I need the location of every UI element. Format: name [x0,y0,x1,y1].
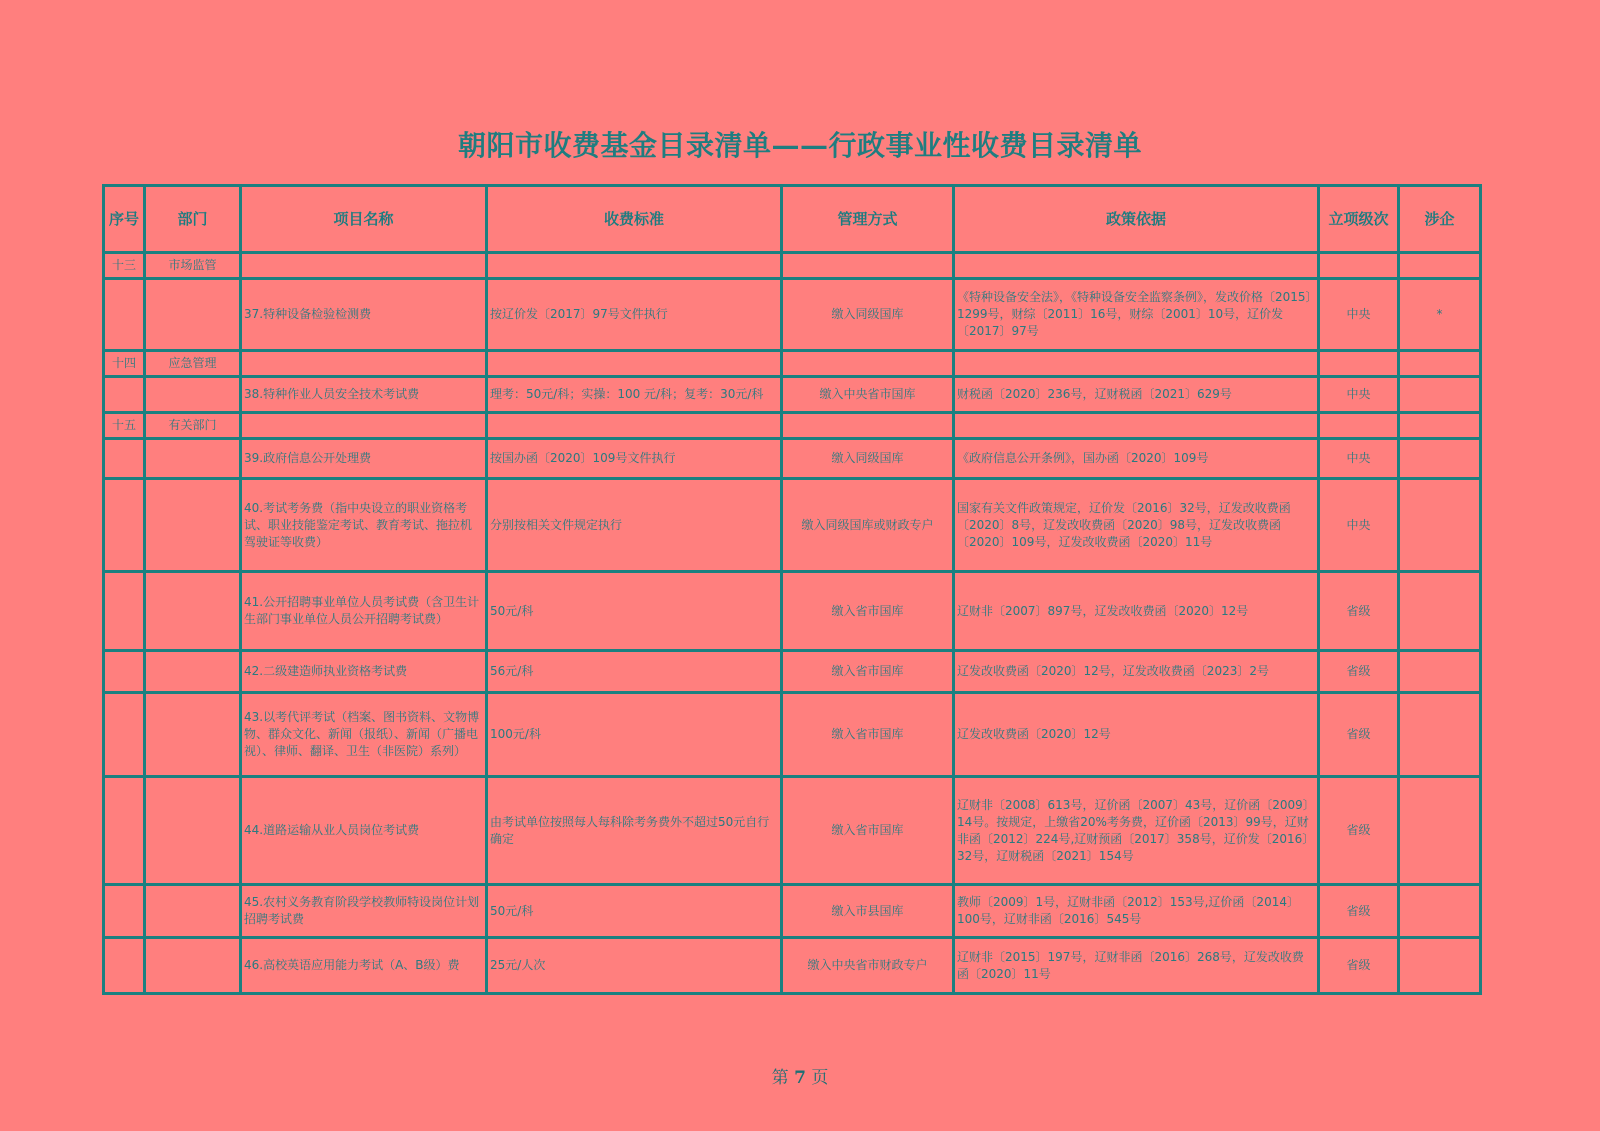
cell-level: 省级 [1319,885,1399,938]
cell-name: 46.高校英语应用能力考试（A、B级）费 [241,938,487,994]
cell-empty [241,351,487,377]
cell-name: 41.公开招聘事业单位人员考试费（含卫生计生部门事业单位人员公开招聘考试费） [241,572,487,651]
cell-standard: 由考试单位按照每人每科除考务费外不超过50元自行确定 [487,777,782,885]
cell-basis: 辽发改收费函〔2020〕12号 [954,693,1319,777]
cell-level: 中央 [1319,479,1399,572]
table-row [104,439,1481,479]
table-row [104,479,1481,572]
cell-seq [104,693,145,777]
cell-enterprise: * [1399,279,1481,351]
cell-basis: 国家有关文件政策规定，辽价发〔2016〕32号，辽发改收费函〔2020〕8号，辽发改收费函〔2020〕98号，辽发改收费函〔2020〕109号，辽发改收费函〔2020〕11号 [954,479,1319,572]
cell-enterprise [1399,572,1481,651]
cell-dept: 有关部门 [145,413,241,439]
cell-empty [954,351,1319,377]
table-row [104,572,1481,651]
cell-name: 45.农村义务教育阶段学校教师特设岗位计划招聘考试费 [241,885,487,938]
header-basis: 政策依据 [954,186,1319,253]
cell-level: 省级 [1319,572,1399,651]
cell-dept [145,439,241,479]
cell-dept [145,377,241,413]
page-number: 7 [794,1068,806,1088]
page-footer [0,1063,1600,1088]
header-management: 管理方式 [782,186,954,253]
header-row [104,186,1481,253]
cell-dept: 市场监管 [145,253,241,279]
cell-seq [104,479,145,572]
cell-empty [1319,413,1399,439]
cell-level: 省级 [1319,693,1399,777]
cell-management: 缴入市县国库 [782,885,954,938]
cell-standard: 按辽价发〔2017〕97号文件执行 [487,279,782,351]
cell-dept [145,777,241,885]
cell-empty [782,413,954,439]
table-row [104,651,1481,693]
cell-dept [145,651,241,693]
cell-seq [104,572,145,651]
cell-seq [104,651,145,693]
group-row [104,351,1481,377]
cell-empty [954,413,1319,439]
cell-basis: 财税函〔2020〕236号，辽财税函〔2021〕629号 [954,377,1319,413]
cell-empty [782,351,954,377]
cell-basis: 辽财非〔2007〕897号，辽发改收费函〔2020〕12号 [954,572,1319,651]
cell-standard: 25元/人次 [487,938,782,994]
cell-management: 缴入省市国库 [782,777,954,885]
cell-seq [104,279,145,351]
table-row [104,279,1481,351]
cell-standard: 按国办函〔2020〕109号文件执行 [487,439,782,479]
cell-empty [1399,413,1481,439]
cell-level: 省级 [1319,651,1399,693]
header-standard: 收费标准 [487,186,782,253]
cell-management: 缴入中央省市国库 [782,377,954,413]
cell-management: 缴入省市国库 [782,693,954,777]
cell-dept [145,938,241,994]
cell-management: 缴入同级国库或财政专户 [782,479,954,572]
cell-name: 39.政府信息公开处理费 [241,439,487,479]
cell-empty [1399,253,1481,279]
cell-enterprise [1399,377,1481,413]
page-suffix: 页 [811,1068,829,1088]
cell-management: 缴入同级国库 [782,439,954,479]
cell-seq [104,377,145,413]
cell-name: 40.考试考务费（指中央设立的职业资格考试、职业技能鉴定考试、教育考试、拖拉机驾驶证等收费） [241,479,487,572]
cell-level: 中央 [1319,279,1399,351]
group-row [104,413,1481,439]
cell-empty [954,253,1319,279]
cell-basis: 辽发改收费函〔2020〕12号，辽发改收费函〔2023〕2号 [954,651,1319,693]
cell-basis: 《政府信息公开条例》，国办函〔2020〕109号 [954,439,1319,479]
cell-management: 缴入省市国库 [782,651,954,693]
cell-enterprise [1399,651,1481,693]
group-row [104,253,1481,279]
cell-standard: 分别按相关文件规定执行 [487,479,782,572]
cell-name: 37.特种设备检验检测费 [241,279,487,351]
cell-seq [104,777,145,885]
cell-enterprise [1399,439,1481,479]
cell-empty [241,253,487,279]
fee-catalog-table [102,184,1482,995]
table-row [104,938,1481,994]
cell-dept [145,572,241,651]
cell-name: 43.以考代评考试（档案、图书资料、文物博物、群众文化、新闻（报纸）、新闻（广播电视）、律师、翻译、卫生（非医院）系列） [241,693,487,777]
cell-enterprise [1399,938,1481,994]
cell-seq [104,938,145,994]
cell-basis: 教师〔2009〕1号，辽财非函〔2012〕153号,辽价函〔2014〕100号，辽财非函〔2016〕545号 [954,885,1319,938]
header-dept: 部门 [145,186,241,253]
cell-basis: 辽财非〔2015〕197号，辽财非函〔2016〕268号，辽发改收费函〔2020〕11号 [954,938,1319,994]
cell-standard: 100元/科 [487,693,782,777]
table-row [104,377,1481,413]
cell-empty [1399,351,1481,377]
cell-name: 38.特种作业人员安全技术考试费 [241,377,487,413]
page-prefix: 第 [771,1068,789,1088]
cell-dept [145,885,241,938]
cell-empty [487,351,782,377]
cell-standard: 50元/科 [487,572,782,651]
cell-standard: 理考：50元/科；实操：100 元/科；复考：30元/科 [487,377,782,413]
cell-dept [145,693,241,777]
cell-seq: 十五 [104,413,145,439]
header-level: 立项级次 [1319,186,1399,253]
cell-management: 缴入省市国库 [782,572,954,651]
cell-empty [1319,253,1399,279]
page-title: 朝阳市收费基金目录清单——行政事业性收费目录清单 [457,129,1142,162]
cell-seq: 十四 [104,351,145,377]
cell-basis: 辽财非〔2008〕613号，辽价函〔2007〕43号，辽价函〔2009〕14号。按规定，上缴省20%考务费，辽价函〔2013〕99号，辽财非函〔2012〕224号,辽财预函〔2017〕358号，辽价发〔2016〕32号，辽财税函〔2021〕154号 [954,777,1319,885]
header-enterprise: 涉企 [1399,186,1481,253]
cell-enterprise [1399,693,1481,777]
cell-standard: 56元/科 [487,651,782,693]
cell-dept [145,479,241,572]
cell-empty [487,413,782,439]
cell-empty [487,253,782,279]
cell-standard: 50元/科 [487,885,782,938]
table-row [104,693,1481,777]
cell-enterprise [1399,885,1481,938]
cell-dept [145,279,241,351]
cell-enterprise [1399,479,1481,572]
table-row [104,885,1481,938]
cell-level: 省级 [1319,777,1399,885]
header-seq: 序号 [104,186,145,253]
cell-name: 42.二级建造师执业资格考试费 [241,651,487,693]
cell-seq [104,439,145,479]
cell-name: 44.道路运输从业人员岗位考试费 [241,777,487,885]
cell-seq: 十三 [104,253,145,279]
cell-level: 中央 [1319,439,1399,479]
header-name: 项目名称 [241,186,487,253]
cell-level: 中央 [1319,377,1399,413]
cell-basis: 《特种设备安全法》，《特种设备安全监察条例》，发改价格〔2015〕1299号，财综〔2011〕16号，财综〔2001〕10号，辽价发〔2017〕97号 [954,279,1319,351]
cell-empty [782,253,954,279]
cell-enterprise [1399,777,1481,885]
cell-management: 缴入同级国库 [782,279,954,351]
cell-dept: 应急管理 [145,351,241,377]
cell-empty [241,413,487,439]
cell-level: 省级 [1319,938,1399,994]
table-row [104,777,1481,885]
cell-seq [104,885,145,938]
cell-management: 缴入中央省市财政专户 [782,938,954,994]
cell-empty [1319,351,1399,377]
